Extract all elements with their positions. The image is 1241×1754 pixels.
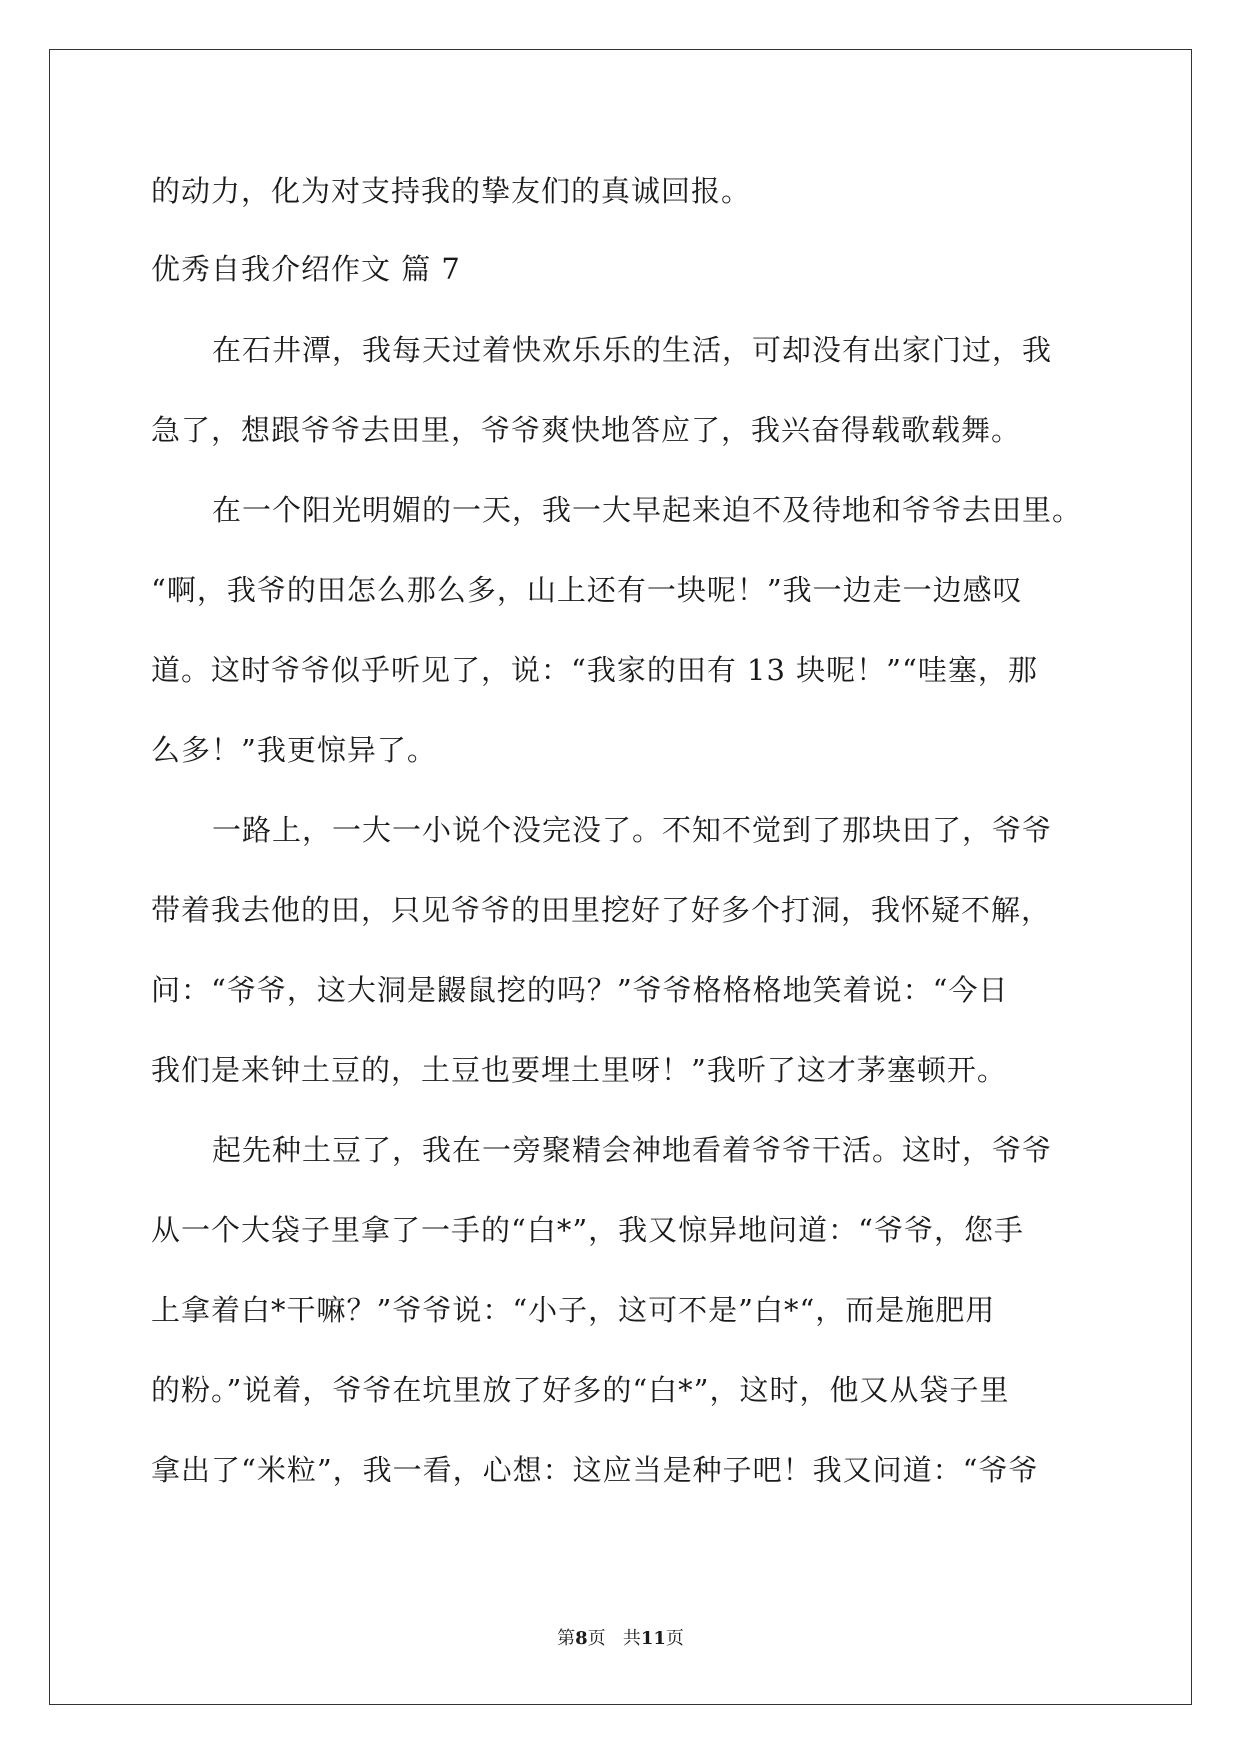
paragraph-line: “啊，我爷的田怎么那么多，山上还有一块呢！”我一边走一边感叹 — [151, 573, 1023, 607]
paragraph-line: 么多！”我更惊异了。 — [151, 733, 437, 767]
paragraph-line: 带着我去他的田，只见爷爷的田里挖好了好多个打洞，我怀疑不解， — [151, 893, 1052, 927]
paragraph-line: 急了，想跟爷爷去田里，爷爷爽快地答应了，我兴奋得载歌载舞。 — [151, 413, 1022, 447]
paragraph-line: 问：“爷爷，这大洞是鼹鼠挖的吗？”爷爷格格格地笑着说：“今日 — [151, 973, 1009, 1007]
page-prefix: 第 — [557, 1628, 576, 1649]
section-heading: 优秀自我介绍作文 篇 7 — [151, 252, 461, 286]
paragraph-line: 的粉。”说着，爷爷在坑里放了好多的“白*”，这时，他又从袋子里 — [151, 1373, 1010, 1407]
total-suffix: 页 — [665, 1628, 684, 1649]
paragraph-line: 拿出了“米粒”，我一看，心想：这应当是种子吧！我又问道：“爷爷 — [151, 1453, 1039, 1487]
paragraph-line: 上拿着白*干嘛？”爷爷说：“小子，这可不是”白*“，而是施肥用 — [151, 1293, 996, 1327]
paragraph-line: 我们是来钟土豆的，土豆也要埋土里呀！”我听了这才茅塞顿开。 — [151, 1053, 1007, 1087]
paragraph-line: 起先种土豆了，我在一旁聚精会神地看着爷爷干活。这时，爷爷 — [212, 1133, 1053, 1167]
page-suffix: 页 — [587, 1628, 606, 1649]
paragraph-line: 一路上，一大一小说个没完没了。不知不觉到了那块田了，爷爷 — [212, 813, 1053, 847]
total-prefix: 共 — [622, 1628, 641, 1649]
paragraph-line: 在石井潭，我每天过着快欢乐乐的生活，可却没有出家门过，我 — [212, 333, 1053, 367]
page-footer — [0, 1627, 1241, 1651]
paragraph-line: 在一个阳光明媚的一天，我一大早起来迫不及待地和爷爷去田里。 — [212, 493, 1083, 527]
paragraph-line: 的动力，化为对支持我的挚友们的真诚回报。 — [151, 174, 752, 208]
total-pages: 11 — [640, 1628, 666, 1649]
paragraph-line: 道。这时爷爷似乎听见了，说：“我家的田有 13 块呢！”“哇塞，那 — [151, 653, 1038, 687]
page-number: 8 — [575, 1628, 588, 1649]
paragraph-line: 从一个大袋子里拿了一手的“白*”，我又惊异地问道：“爷爷，您手 — [151, 1213, 1024, 1247]
